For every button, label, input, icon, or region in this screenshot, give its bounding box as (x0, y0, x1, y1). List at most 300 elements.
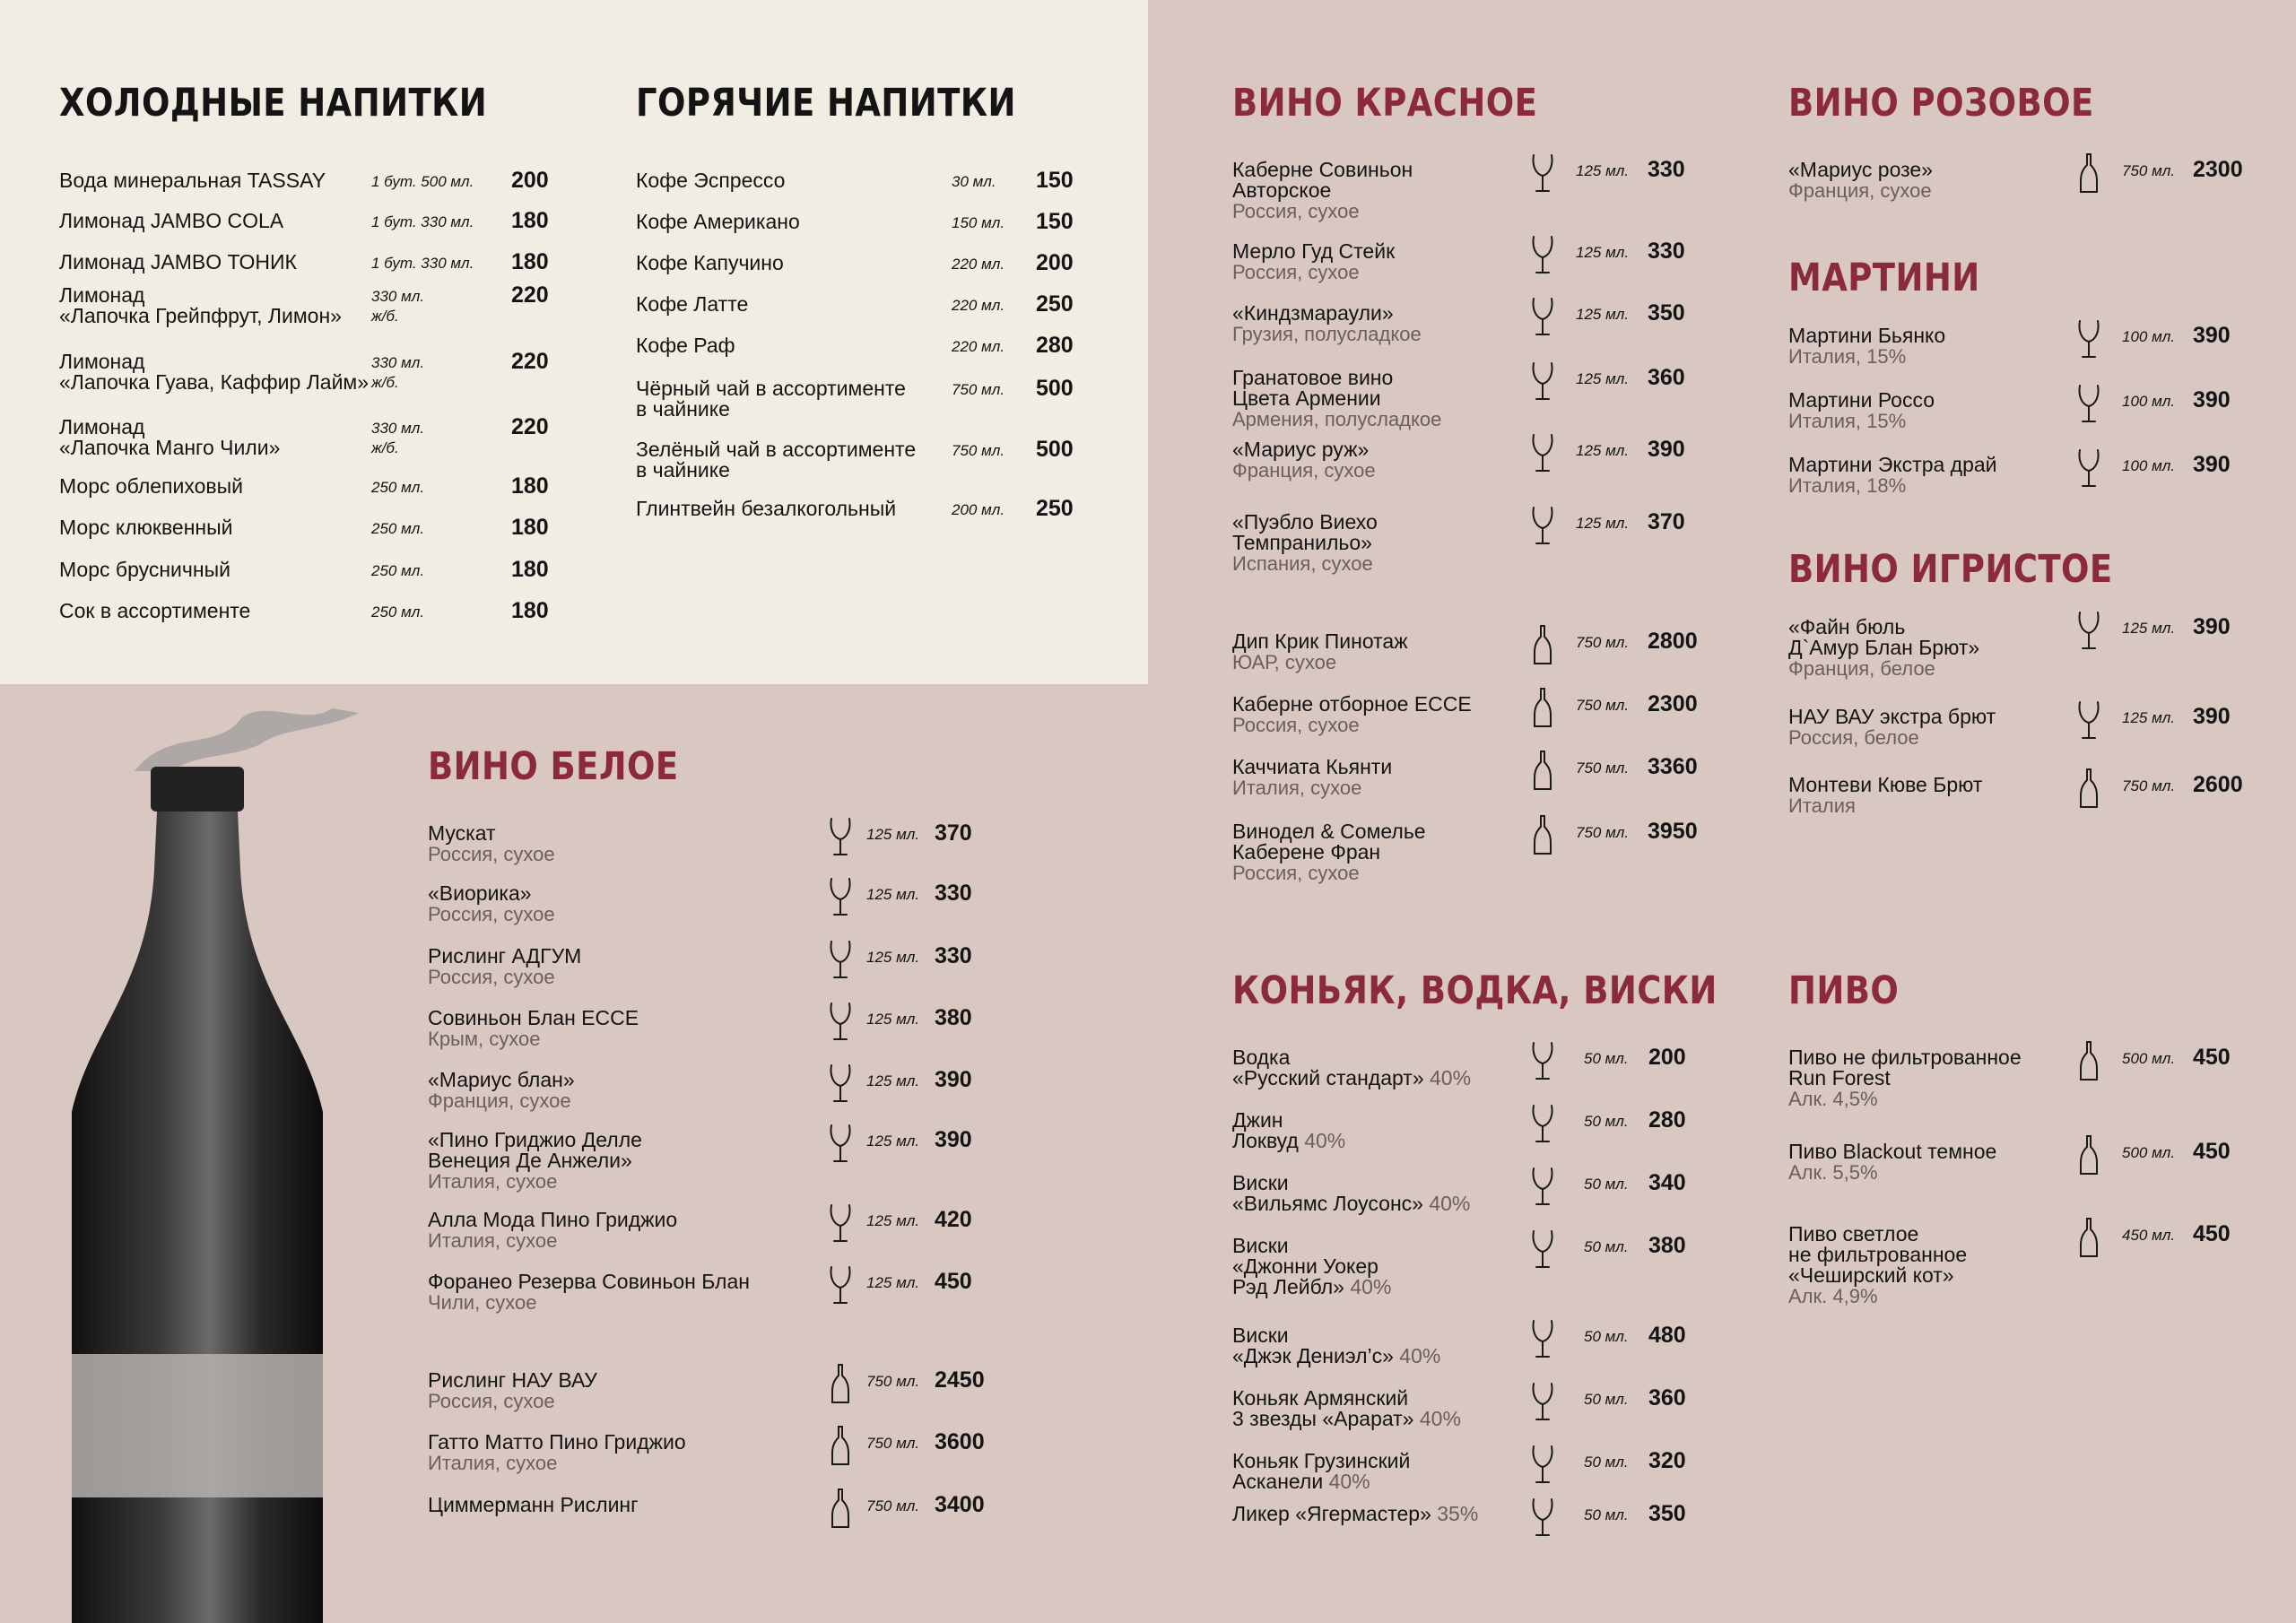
item-name-line: Авторское (1232, 178, 1332, 202)
item-name (428, 1432, 686, 1453)
item-name-line: Рислинг НАУ ВАУ (428, 1368, 597, 1392)
item-name-line: Мартини Россо (1788, 388, 1935, 412)
item-name-line: Виски (1232, 1324, 1289, 1347)
item-name-line: «Лапочка Грейпфрут, Лимон» (59, 304, 342, 327)
item-name (1232, 1173, 1470, 1214)
item-origin: Россия, сухое (428, 966, 555, 988)
wine-glass-icon (827, 1063, 854, 1104)
item-name-line: Рэд Лейбл» (1232, 1275, 1344, 1298)
item-volume: 125 мл. (1576, 244, 1630, 261)
item-name-line: Лимонад JAMBO COLA (59, 209, 284, 232)
item-volume: 750 мл. (952, 381, 1005, 398)
item-name (636, 378, 906, 420)
item-name (636, 212, 800, 232)
item-name-line: Алла Мода Пино Гриджио (428, 1208, 678, 1231)
item-name (59, 560, 230, 580)
item-name (428, 1210, 677, 1230)
wine-glass-icon (2075, 318, 2102, 360)
item-price: 390 (2193, 452, 2231, 477)
item-name (59, 417, 280, 458)
item-name (59, 285, 342, 326)
item-volume: 50 мл. (1584, 1506, 1629, 1523)
item-name (1232, 821, 1426, 863)
item-price: 500 (1036, 376, 1074, 401)
item-price: 390 (935, 1127, 972, 1152)
item-name (428, 1070, 575, 1090)
item-name (636, 253, 784, 273)
item-name-line: Коньяк Армянский (1232, 1386, 1409, 1410)
wine-glass-icon (827, 939, 854, 980)
section-title: ХОЛОДНЫЕ НАПИТКИ (59, 81, 488, 126)
item-volume: 50 мл. (1584, 1050, 1629, 1067)
item-price: 280 (1648, 1107, 1686, 1133)
item-name-line: Виски (1232, 1171, 1289, 1194)
item-price: 250 (1036, 496, 1074, 521)
section-title: ВИНО РОЗОВОЕ (1788, 81, 2094, 126)
bottle-icon (1529, 814, 1556, 855)
item-name-line: Морс брусничный (59, 558, 230, 581)
item-price: 330 (935, 943, 972, 968)
item-name-line: Морс облепиховый (59, 474, 243, 498)
bottle-icon (2075, 1217, 2102, 1258)
item-name-line: «Пуэбло Виехо (1232, 510, 1378, 534)
item-volume: 30 мл. (952, 173, 996, 190)
item-price: 180 (511, 473, 549, 499)
item-price: 450 (935, 1269, 972, 1294)
item-name-line: Асканели (1232, 1470, 1324, 1493)
item-name-line: Форанео Резерва Совиньон Блан (428, 1270, 750, 1293)
item-name-line: «Пино Гриджио Делле (428, 1128, 642, 1151)
item-price: 370 (1648, 509, 1685, 534)
wine-glass-icon (1529, 234, 1556, 275)
item-origin: Франция, белое (1788, 657, 1935, 680)
wine-glass-icon (1529, 1166, 1556, 1207)
item-name-line: Мартини Бьянко (1788, 324, 1946, 347)
item-price: 390 (2193, 614, 2231, 639)
bottle-icon (2075, 768, 2102, 809)
item-name (1232, 1325, 1440, 1367)
item-name (1232, 1388, 1461, 1429)
item-origin: Грузия, полусладкое (1232, 323, 1422, 345)
item-name-line: Кофе Эспрессо (636, 169, 786, 192)
item-name (428, 883, 532, 904)
item-origin: Алк. 5,5% (1788, 1161, 1878, 1184)
item-name-line: Винодел & Сомелье (1232, 820, 1426, 843)
item-volume: 125 мл. (866, 949, 920, 966)
item-price: 2300 (2193, 157, 2243, 182)
item-volume: 50 мл. (1584, 1391, 1629, 1408)
item-name (1788, 160, 1933, 180)
item-price: 420 (935, 1207, 972, 1232)
wine-glass-icon (2075, 610, 2102, 651)
item-volume: 750 мл. (866, 1435, 920, 1452)
item-origin: Франция, сухое (1788, 179, 1932, 202)
wine-glass-icon (1529, 1228, 1556, 1270)
wine-glass-icon (2075, 383, 2102, 424)
item-name-line: Кофе Латте (636, 292, 749, 316)
item-price: 330 (1648, 157, 1685, 182)
section-title: ВИНО ИГРИСТОЕ (1788, 547, 2113, 592)
item-name (1232, 1451, 1410, 1492)
item-origin: Италия, 18% (1788, 474, 1907, 497)
item-origin: Италия, сухое (428, 1229, 558, 1252)
item-name-line: Монтеви Кюве Брют (1788, 773, 1983, 796)
item-name-line: «Мариус блан» (428, 1068, 575, 1091)
item-name-line: в чайнике (636, 397, 730, 421)
wine-glass-icon (827, 1202, 854, 1244)
item-volume: 100 мл. (2122, 393, 2176, 410)
item-price: 320 (1648, 1448, 1686, 1473)
item-volume: 50 мл. (1584, 1238, 1629, 1255)
wine-glass-icon (1529, 360, 1556, 402)
item-price: 2800 (1648, 629, 1698, 654)
item-origin: ЮАР, сухое (1232, 651, 1337, 673)
item-volume: 750 мл. (1576, 697, 1630, 714)
bottle-icon (2075, 1040, 2102, 1081)
item-name (59, 476, 243, 497)
wine-glass-icon (1529, 296, 1556, 337)
item-volume: 125 мл. (866, 1274, 920, 1291)
bottle-icon (827, 1488, 854, 1529)
item-volume: 125 мл. (1576, 442, 1630, 459)
item-price: 200 (1036, 250, 1074, 275)
item-origin: Италия, 15% (1788, 410, 1907, 432)
item-volume: 500 мл. (2122, 1144, 2176, 1161)
bottle-icon (1529, 624, 1556, 665)
item-name-line: Пиво Blackout темное (1788, 1140, 1997, 1163)
item-price: 360 (1648, 365, 1685, 390)
section-title: ГОРЯЧИЕ НАПИТКИ (636, 81, 1016, 126)
item-name-line: не фильтрованное (1788, 1243, 1968, 1266)
wine-glass-icon (1529, 152, 1556, 194)
item-origin: Россия, сухое (1232, 714, 1360, 736)
item-volume: 1 бут. 330 мл. (371, 255, 474, 272)
item-name-line: Кофе Раф (636, 334, 735, 357)
item-name-line: «Джэк Дениэл’с» (1232, 1344, 1394, 1367)
item-name (59, 211, 283, 231)
wine-glass-icon (827, 1123, 854, 1164)
item-volume: 750 мл. (866, 1497, 920, 1515)
item-name (1788, 1141, 1996, 1162)
item-price: 450 (2193, 1139, 2231, 1164)
item-price: 180 (511, 557, 549, 582)
item-price: 370 (935, 820, 972, 846)
section-title: ВИНО БЕЛОЕ (428, 744, 679, 789)
item-name-line: «Виорика» (428, 881, 532, 905)
item-name (1788, 775, 1982, 795)
item-price: 380 (935, 1005, 972, 1030)
wine-bottle-illustration (36, 690, 395, 1623)
item-name-line: Джин (1232, 1108, 1283, 1132)
item-price: 2600 (2193, 772, 2243, 797)
item-origin: Россия, сухое (1232, 862, 1360, 884)
item-name-line: Совиньон Блан ЕССЕ (428, 1006, 639, 1029)
item-volume: 750 мл. (1576, 824, 1630, 841)
item-volume: 125 мл. (1576, 162, 1630, 179)
wine-glass-icon (827, 816, 854, 857)
item-name-line: Кофе Капучино (636, 251, 784, 274)
item-price: 200 (511, 168, 549, 193)
item-name (1788, 1224, 1967, 1286)
item-name (1232, 512, 1378, 553)
section-title: ВИНО КРАСНОЕ (1232, 81, 1538, 126)
item-volume: 250 мл. (371, 520, 425, 537)
item-volume: 330 мл. ж/б. (371, 354, 425, 391)
item-volume: 250 мл. (371, 479, 425, 496)
item-name-line: Ликер «Ягермастер» (1232, 1502, 1431, 1525)
item-name (1232, 439, 1369, 460)
item-volume: 125 мл. (866, 1212, 920, 1229)
item-volume: 250 мл. (371, 603, 425, 621)
item-price: 3400 (935, 1492, 985, 1517)
item-volume: 750 мл. (1576, 759, 1630, 777)
bottle-icon (2075, 152, 2102, 194)
item-name-line: Run Forest (1788, 1066, 1891, 1089)
section-title: КОНЬЯК, ВОДКА, ВИСКИ (1232, 968, 1718, 1013)
item-name-line: Каччиата Кьянти (1232, 755, 1393, 778)
item-name-line: «Лапочка Гуава, Каффир Лайм» (59, 370, 370, 394)
wine-glass-icon (1529, 1040, 1556, 1081)
item-name-line: Глинтвейн безалкогольный (636, 497, 897, 520)
section-title: ПИВО (1788, 968, 1900, 1013)
item-name-line: Зелёный чай в ассортименте (636, 438, 917, 461)
item-name-line: «Джонни Уокер (1232, 1254, 1378, 1278)
item-name-line: Лимонад (59, 415, 145, 438)
item-volume: 125 мл. (866, 1011, 920, 1028)
item-volume: 1 бут. 500 мл. (371, 173, 474, 190)
item-price: 390 (1648, 437, 1685, 462)
item-volume: 750 мл. (2122, 162, 2176, 179)
item-price: 180 (511, 208, 549, 233)
item-price: 390 (2193, 323, 2231, 348)
item-name-line: Цвета Армении (1232, 386, 1381, 410)
item-price: 180 (511, 515, 549, 540)
item-name-line: Гатто Матто Пино Гриджио (428, 1430, 686, 1454)
item-name (636, 294, 748, 315)
item-name (1232, 160, 1413, 201)
item-price: 150 (1036, 168, 1074, 193)
item-volume: 450 мл. (2122, 1227, 2176, 1244)
item-origin: Франция, сухое (428, 1089, 571, 1112)
item-name-line: «Чеширский кот» (1788, 1263, 1954, 1287)
item-name-line: Дип Крик Пинотаж (1232, 629, 1408, 653)
item-volume: 1 бут. 330 мл. (371, 213, 474, 230)
item-name-line: Чёрный чай в ассортименте (636, 377, 906, 400)
item-volume: 150 мл. (952, 214, 1005, 231)
item-origin: Франция, сухое (1232, 459, 1376, 482)
wine-glass-icon (1529, 432, 1556, 473)
item-name (1788, 1047, 2022, 1089)
item-price: 150 (1036, 209, 1074, 234)
item-name (636, 499, 896, 519)
item-volume: 50 мл. (1584, 1113, 1629, 1130)
item-origin: Алк. 4,5% (1788, 1088, 1878, 1110)
item-name (1232, 1047, 1471, 1089)
item-name-line: «Мариус руж» (1232, 438, 1370, 461)
wine-glass-icon (2075, 447, 2102, 489)
item-strength: 40% (1323, 1470, 1370, 1493)
item-volume: 330 мл. ж/б. (371, 420, 425, 456)
item-volume: 750 мл. (952, 442, 1005, 459)
item-name-line: Виски (1232, 1234, 1289, 1257)
item-volume: 125 мл. (1576, 515, 1630, 532)
item-volume: 125 мл. (866, 1072, 920, 1089)
item-strength: 40% (1423, 1066, 1472, 1089)
item-origin: Италия, сухое (428, 1452, 558, 1474)
item-name-line: Вода минеральная TASSAY (59, 169, 326, 192)
item-price: 220 (511, 414, 549, 439)
item-name (1232, 1110, 1345, 1151)
item-price: 360 (1648, 1385, 1686, 1410)
item-name (428, 1008, 639, 1028)
item-strength: 40% (1393, 1344, 1441, 1367)
item-name (428, 1370, 597, 1391)
section-title: МАРТИНИ (1788, 256, 1980, 300)
item-name (1232, 631, 1408, 652)
item-price: 180 (511, 249, 549, 274)
item-price: 500 (1036, 437, 1074, 462)
item-name (1232, 757, 1392, 777)
item-volume: 50 мл. (1584, 1176, 1629, 1193)
item-volume: 125 мл. (866, 826, 920, 843)
item-price: 3600 (935, 1429, 985, 1454)
item-price: 220 (511, 282, 549, 308)
item-name (636, 170, 785, 191)
item-name-line: Лимонад (59, 283, 145, 307)
item-volume: 200 мл. (952, 501, 1005, 518)
item-volume-unit: ж/б. (371, 439, 399, 456)
item-name (1232, 368, 1393, 409)
item-origin: Италия, сухое (1232, 777, 1362, 799)
item-name (59, 601, 250, 621)
item-price: 450 (2193, 1221, 2231, 1246)
item-price: 250 (1036, 291, 1074, 317)
item-name (428, 1495, 639, 1515)
item-name-line: Мерло Гуд Стейк (1232, 239, 1396, 263)
item-volume-unit: ж/б. (371, 308, 399, 325)
item-price: 330 (935, 881, 972, 906)
item-volume: 125 мл. (866, 1133, 920, 1150)
item-name-line: Сок в ассортименте (59, 599, 251, 622)
item-volume-unit: ж/б. (371, 374, 399, 391)
bottle-icon (827, 1363, 854, 1404)
item-volume: 250 мл. (371, 562, 425, 579)
item-name (636, 439, 916, 481)
item-volume: 750 мл. (2122, 777, 2176, 794)
item-name-line: Пиво светлое (1788, 1222, 1919, 1245)
item-price: 3950 (1648, 819, 1698, 844)
item-name-line: Циммерманн Рислинг (428, 1493, 639, 1516)
item-name (1232, 694, 1472, 715)
item-name-line: Гранатовое вино (1232, 366, 1394, 389)
item-origin: Италия (1788, 794, 1856, 817)
item-name (428, 946, 581, 967)
item-price: 450 (2193, 1045, 2231, 1070)
item-strength: 40% (1413, 1407, 1461, 1430)
item-name-line: Мартини Экстра драй (1788, 453, 1997, 476)
item-price: 380 (1648, 1233, 1686, 1258)
item-price: 340 (1648, 1170, 1686, 1195)
item-name (428, 1271, 750, 1292)
item-origin: Россия, сухое (428, 903, 555, 925)
item-price: 2450 (935, 1367, 985, 1393)
item-name-line: Венеция Де Анжели» (428, 1149, 632, 1172)
item-name (1232, 241, 1395, 262)
item-name (59, 252, 297, 273)
item-price: 200 (1648, 1045, 1686, 1070)
item-price: 390 (935, 1067, 972, 1092)
item-origin: Россия, сухое (428, 1390, 555, 1412)
wine-glass-icon (827, 876, 854, 917)
item-name-line: «Лапочка Манго Чили» (59, 436, 281, 459)
wine-glass-icon (1529, 1444, 1556, 1485)
item-origin: Россия, сухое (428, 843, 555, 865)
item-price: 350 (1648, 1501, 1686, 1526)
item-origin: Крым, сухое (428, 1028, 541, 1050)
item-volume: 100 мл. (2122, 328, 2176, 345)
item-volume: 125 мл. (1576, 306, 1630, 323)
item-name (1788, 325, 1945, 346)
wine-glass-icon (1529, 1318, 1556, 1359)
item-name (1788, 455, 1997, 475)
item-volume: 750 мл. (1576, 634, 1630, 651)
item-price: 220 (511, 349, 549, 374)
item-name-line: Каберне Совиньон (1232, 158, 1413, 181)
item-name (1788, 390, 1935, 411)
item-name (59, 352, 369, 393)
item-origin: Россия, сухое (1232, 200, 1360, 222)
item-price: 480 (1648, 1323, 1686, 1348)
item-origin: Италия, сухое (428, 1170, 558, 1193)
item-volume: 750 мл. (866, 1373, 920, 1390)
item-volume: 125 мл. (2122, 709, 2176, 726)
bottle-icon (827, 1425, 854, 1466)
item-name (636, 335, 735, 356)
item-name-line: Каберне отборное ЕССЕ (1232, 692, 1472, 716)
item-name-line: Д`Амур Блан Брют» (1788, 636, 1980, 659)
item-name (1232, 1504, 1478, 1524)
wine-glass-icon (1529, 1497, 1556, 1538)
item-strength: 40% (1344, 1275, 1392, 1298)
item-name (1788, 617, 1979, 658)
wine-glass-icon (1529, 1381, 1556, 1422)
wine-glass-icon (827, 1264, 854, 1306)
item-volume: 330 мл. ж/б. (371, 288, 425, 325)
item-origin: Чили, сухое (428, 1291, 537, 1314)
item-name-line: Темпранильо» (1232, 531, 1372, 554)
item-name-line: Коньяк Грузинский (1232, 1449, 1411, 1472)
item-volume: 220 мл. (952, 338, 1005, 355)
item-price: 330 (1648, 239, 1685, 264)
item-name-line: «Вильямс Лоусонс» (1232, 1192, 1423, 1215)
wine-glass-icon (2075, 699, 2102, 741)
item-name (428, 823, 496, 844)
item-strength: 40% (1298, 1129, 1346, 1152)
item-name-line: Каберене Фран (1232, 840, 1381, 864)
bottle-icon (1529, 687, 1556, 728)
item-volume: 50 мл. (1584, 1454, 1629, 1471)
item-name-line: Лимонад (59, 350, 145, 373)
item-volume: 50 мл. (1584, 1328, 1629, 1345)
item-name-line: НАУ ВАУ экстра брют (1788, 705, 1996, 728)
wine-glass-icon (827, 1001, 854, 1042)
item-name-line: Водка (1232, 1046, 1291, 1069)
item-volume: 220 мл. (952, 297, 1005, 314)
item-price: 350 (1648, 300, 1685, 325)
item-name-line: в чайнике (636, 458, 730, 482)
item-origin: Армения, полусладкое (1232, 408, 1442, 430)
item-origin: Россия, белое (1788, 726, 1919, 749)
